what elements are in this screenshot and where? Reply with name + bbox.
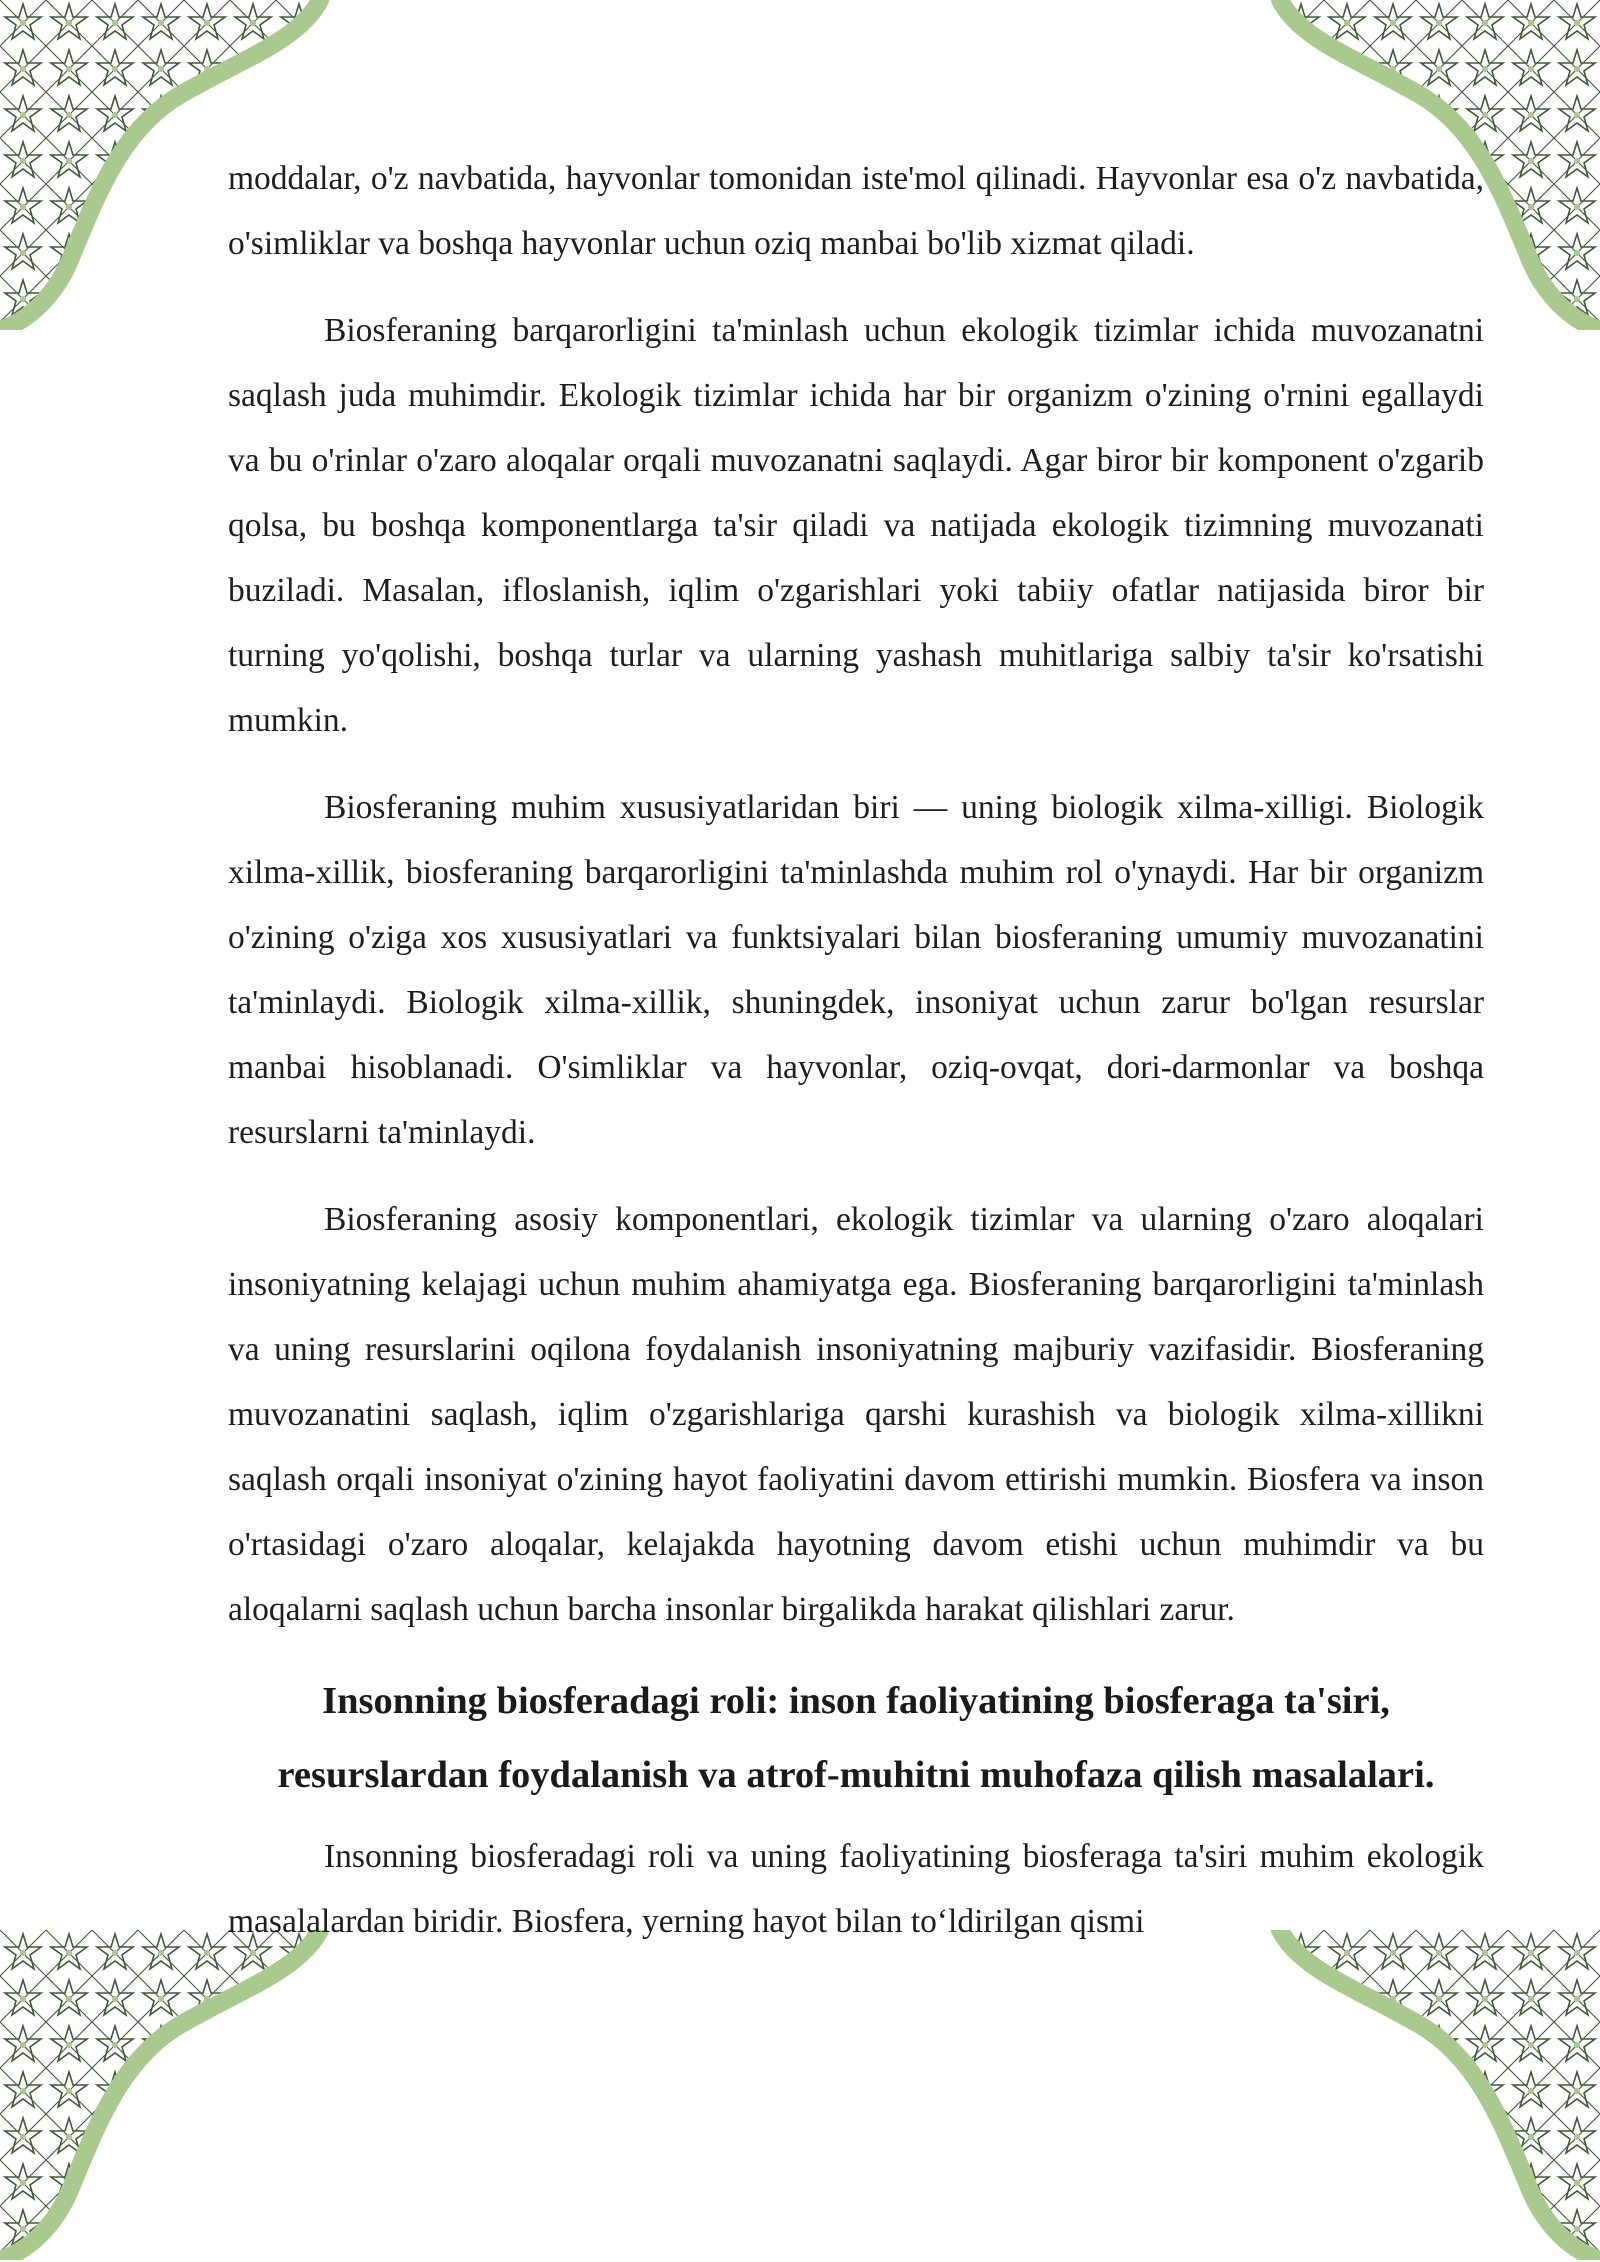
section-heading: Insonning biosferadagi roli: inson faoliyatining biosferaga ta'siri, resurslardan foydalanish va atrof-muhitni muhofaza qilish masalalari. bbox=[277, 1680, 1435, 1796]
corner-ornament-icon bbox=[1270, 1930, 1600, 2260]
body-paragraph: Biosferaning barqarorligini ta'minlash uchun ekologik tizimlar ichida muvozanatni saqlash juda muhimdir. Ekologik tizimlar ichida har bir organizm o'zining o'rnini egallaydi va bu o'rinlar o'zaro aloqalar orqali muvozanatni saqlaydi. Agar biror bir komponent o'zgarib qolsa, bu boshqa komponentlarga ta'sir qiladi va natijada ekologik tizimning muvozanati buziladi. Masalan, ifloslanish, iqlim o'zgarishlari yoki tabiiy ofatlar natijasida biror bir turning yo'qolishi, boshqa turlar va ularning yashash muhitlariga salbiy ta'sir ko'rsatishi mumkin. bbox=[228, 312, 1484, 739]
body-paragraph: Biosferaning asosiy komponentlari, ekologik tizimlar va ularning o'zaro aloqalari insoniyatning kelajagi uchun muhim ahamiyatga ega. Biosferaning barqarorligini ta'minlash va uning resurslarini oqilona foydalanish insoniyatning majburiy vazifasidir. Biosferaning muvozanatini saqlash, iqlim o'zgarishlariga qarshi kurashish va biologik xilma-xillikni saqlash orqali insoniyat o'zining hayot faoliyatini davom ettirishi mumkin. Biosfera va inson o'rtasidagi o'zaro aloqalar, kelajakda hayotning davom etishi uchun muhimdir va bu aloqalarni saqlash uchun barcha insonlar birgalikda harakat qilishlari zarur. bbox=[228, 1201, 1484, 1628]
body-paragraph: Insonning biosferadagi roli va uning faoliyatining biosferaga ta'siri muhim ekologik masalalardan biridir. Biosfera, yerning hayot bilan to‘ldirilgan qismi bbox=[228, 1838, 1484, 1940]
corner-ornament-icon bbox=[0, 1930, 330, 2260]
body-paragraph: Biosferaning muhim xususiyatlaridan biri — uning biologik xilma-xilligi. Biologik xilma-xillik, biosferaning barqarorligini ta'minlashda muhim rol o'ynaydi. Har bir organizm o'zining o'ziga xos xususiyatlari va funktsiyalari bilan biosferaning umumiy muvozanatini ta'minlaydi. Biologik xilma-xillik, shuningdek, insoniyat uchun zarur bo'lgan resurslar manbai hisoblanadi. O'simliklar va hayvonlar, oziq-ovqat, dori-darmonlar va boshqa resurslarni ta'minlaydi. bbox=[228, 789, 1484, 1151]
body-paragraph: moddalar, o'z navbatida, hayvonlar tomonidan iste'mol qilinadi. Hayvonlar esa o'z navbatida, o'simliklar va boshqa hayvonlar uchun oziq manbai bo'lib xizmat qiladi. bbox=[228, 160, 1484, 262]
document-body bbox=[228, 146, 1484, 1976]
